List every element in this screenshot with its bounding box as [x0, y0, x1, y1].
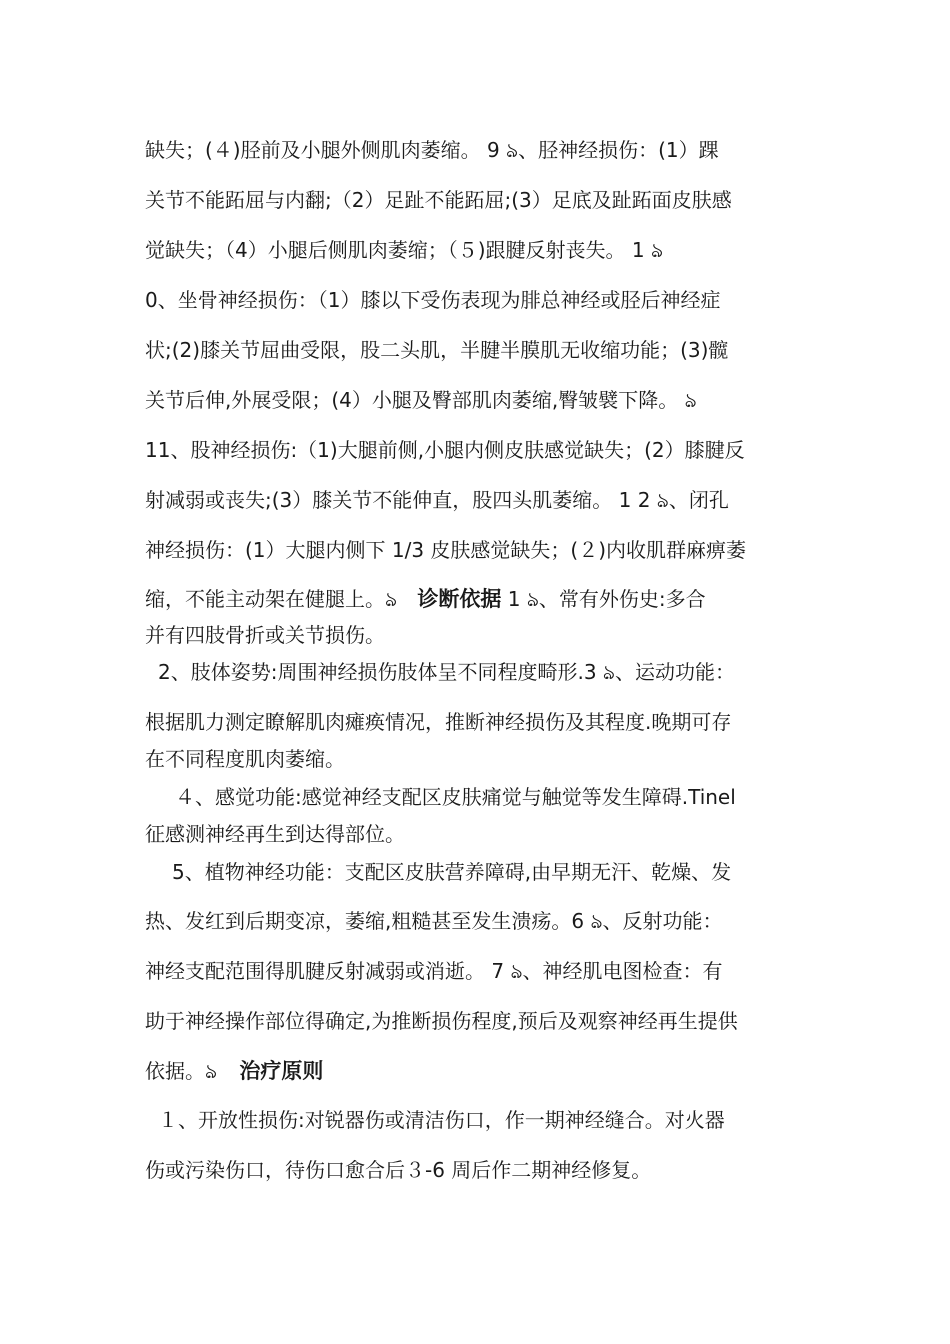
- text-line: 11、股神经损伤:（1)大腿前侧,小腿内侧皮肤感觉缺失；(2）膝腱反: [145, 438, 745, 462]
- text-line: 伤或污染伤口，待伤口愈合后３-6 周后作二期神经修复。: [145, 1158, 652, 1182]
- text-line: 缺失；(４)胫前及小腿外侧肌肉萎缩。 9 ঌ、胫神经损伤：(1）踝: [145, 138, 719, 162]
- text-line: 征感测神经再生到达得部位。: [145, 822, 405, 846]
- text-line: 射减弱或丧失;(3）膝关节不能伸直，股四头肌萎缩。 1 2 ঌ、闭孔: [145, 488, 729, 512]
- text-line: 关节后伸,外展受限；(4）小腿及臀部肌肉萎缩,臀皱襞下降。 ঌ: [145, 388, 697, 412]
- text-line: 关节不能跖屈与内翻;（2）足趾不能跖屈;(3）足底及趾跖面皮肤感: [145, 188, 732, 212]
- text-line: 在不同程度肌肉萎缩。: [145, 747, 345, 771]
- text-line-with-heading: [145, 586, 706, 612]
- section-heading-treatment: 治疗原则: [239, 1059, 324, 1083]
- section-heading-diagnosis: 诊断依据: [417, 587, 502, 611]
- text-line: 觉缺失；（4）小腿后侧肌肉萎缩；（５)跟腱反射丧失。 1 ঌ: [145, 238, 664, 262]
- text-line-with-heading: [145, 1058, 323, 1084]
- text-line: ４、感觉功能:感觉神经支配区皮肤痛觉与触觉等发生障碍.Tinel: [175, 785, 736, 809]
- text-line: 神经损伤：(1）大腿内侧下 1/3 皮肤感觉缺失；(２)内收肌群麻痹萎: [145, 538, 747, 562]
- text-line: 2、肢体姿势:周围神经损伤肢体呈不同程度畸形.3 ঌ、运动功能：: [158, 660, 735, 684]
- text-line: 助于神经操作部位得确定,为推断损伤程度,预后及观察神经再生提供: [145, 1009, 738, 1033]
- text-line: 根据肌力测定瞭解肌肉瘫痪情况，推断神经损伤及其程度.晚期可存: [145, 710, 732, 734]
- text-segment: 缩，不能主动架在健腿上。ঌ: [145, 587, 398, 611]
- text-line: １、开放性损伤:对锐器伤或清洁伤口，作一期神经缝合。对火器: [158, 1108, 725, 1132]
- text-segment: 依据。ঌ: [145, 1059, 218, 1083]
- text-line: 并有四肢骨折或关节损伤。: [145, 623, 385, 647]
- text-line: 5、植物神经功能：支配区皮肤营养障碍,由早期无汗、乾燥、发: [172, 860, 732, 884]
- text-line: 热、发红到后期变凉，萎缩,粗糙甚至发生溃疡。6 ঌ、反射功能：: [145, 909, 723, 933]
- text-line: 状;(2)膝关节屈曲受限，股二头肌，半腱半膜肌无收缩功能；(3)髋: [145, 338, 729, 362]
- text-segment: 1 ঌ、常有外伤史:多合: [507, 587, 706, 611]
- text-line: 神经支配范围得肌腱反射减弱或消逝。 7 ঌ、神经肌电图检查：有: [145, 959, 723, 983]
- text-line: 0、坐骨神经损伤：（1）膝以下受伤表现为腓总神经或胫后神经症: [145, 288, 721, 312]
